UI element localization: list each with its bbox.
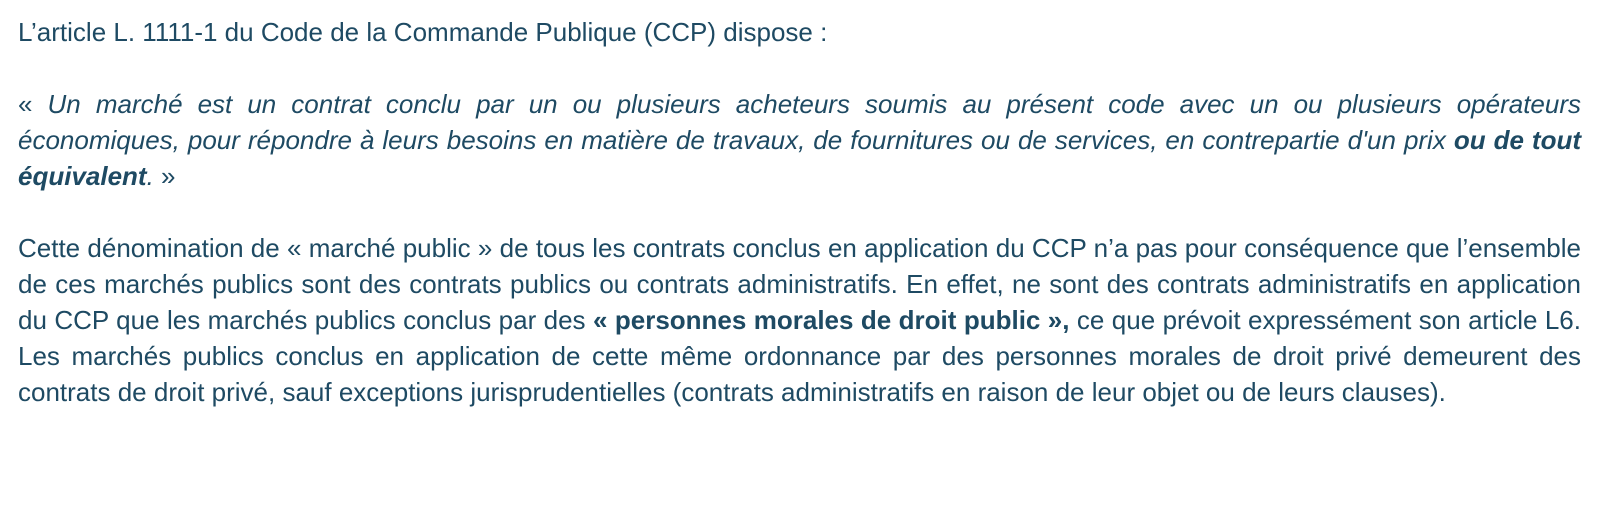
- quote-end: .: [146, 161, 154, 191]
- paragraph-part-1: Cette dénomination de « marché public » de tous les contrats conclus en application du CCP n’a pas pour conséquence que l’ensemble de ces marchés publics sont des contrats publics ou contrats administratifs. En effet, ne sont des contrats administratifs en application du CCP que les marchés publics conclus par des: [18, 233, 1581, 335]
- article-quote: [18, 86, 1581, 194]
- quote-bold-text: ou de tout équivalent: [18, 125, 1581, 191]
- quote-open-mark: «: [18, 89, 48, 119]
- paragraph-bold-text: « personnes morales de droit public »,: [592, 305, 1070, 335]
- explanation-paragraph: [18, 230, 1581, 410]
- quote-text: Un marché est un contrat conclu par un ou plusieurs acheteurs soumis au présent code avec un ou plusieurs opérateurs économiques, pour répondre à leurs besoins en matière de travaux, de fournitures ou de services, en contrepartie d'un prix: [18, 89, 1581, 155]
- quote-close-mark: »: [153, 161, 176, 191]
- paragraph-part-2: ce que prévoit expressément son article L6. Les marchés publics conclus en application de cette même ordonnance par des personnes morales de droit privé demeurent des contrats de droit privé, sauf exceptions jurisprudentielles (contrats administratifs en raison de leur objet ou de leurs clauses).: [18, 305, 1581, 407]
- intro-text: L’article L. 1111-1 du Code de la Commande Publique (CCP) dispose :: [18, 17, 828, 47]
- intro-line: [18, 14, 1581, 50]
